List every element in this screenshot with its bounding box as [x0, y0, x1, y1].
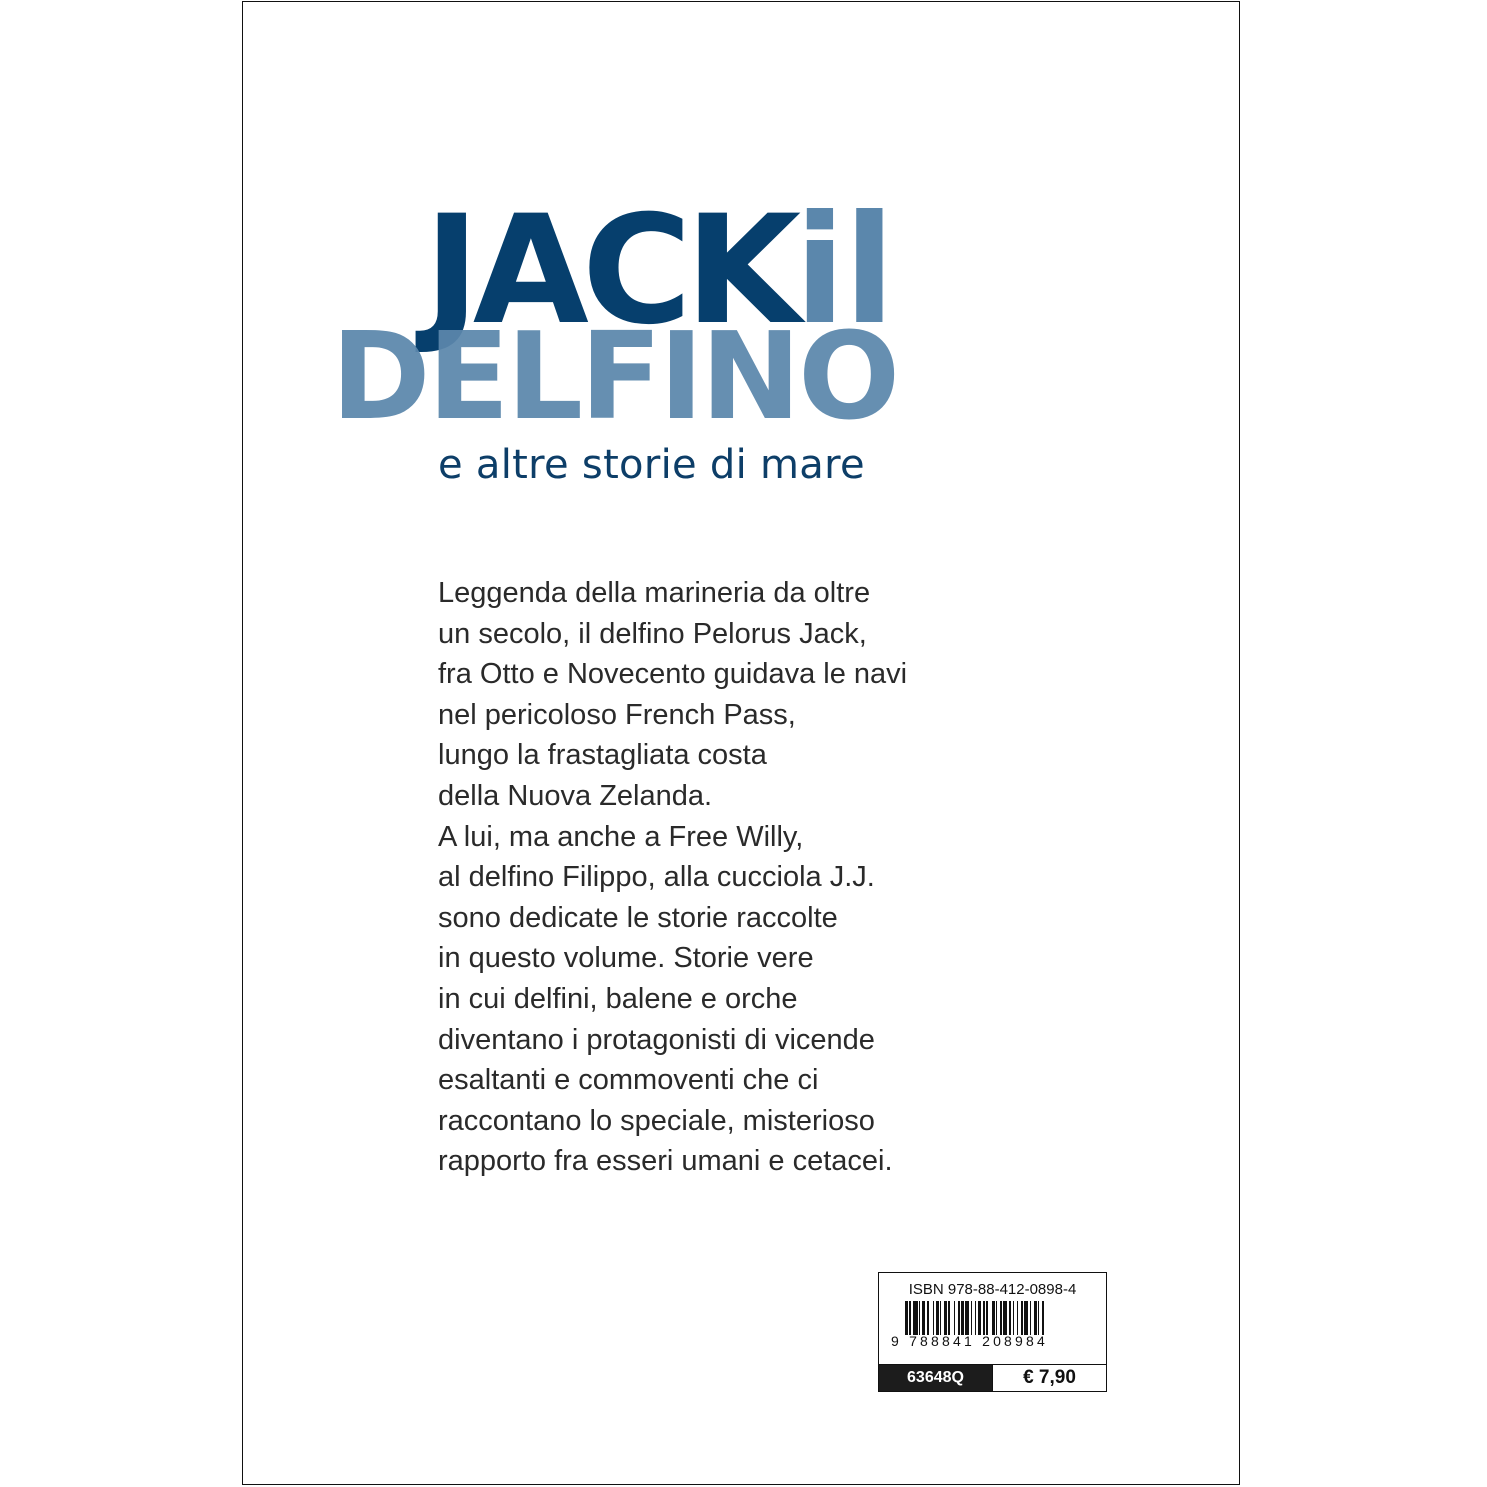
barcode-bar	[965, 1301, 969, 1335]
blurb-line: della Nuova Zelanda.	[438, 779, 713, 812]
blurb-line: fra Otto e Novecento guidava le navi	[438, 658, 908, 691]
barcode-bars	[905, 1301, 1085, 1335]
barcode-bar	[1030, 1301, 1031, 1335]
barcode-bar	[1021, 1301, 1022, 1335]
barcode-bar	[922, 1301, 925, 1335]
barcode-bar	[961, 1301, 964, 1335]
barcode-bar	[996, 1301, 997, 1335]
blurb-line: al delfino Filippo, alla cucciola J.J.	[438, 861, 875, 894]
blurb-text	[438, 573, 907, 1182]
title-il: il	[794, 184, 894, 358]
barcode-bar	[913, 1301, 917, 1335]
barcode-bar	[927, 1301, 928, 1335]
barcode-bar	[971, 1301, 972, 1335]
barcode-bar	[1038, 1301, 1039, 1335]
barcode-bar	[933, 1301, 934, 1335]
price: € 7,90	[992, 1365, 1106, 1391]
barcode-bar	[944, 1301, 947, 1335]
blurb-line: Leggenda della marineria da oltre	[438, 577, 871, 609]
barcode-bar	[1013, 1301, 1014, 1335]
blurb-line: diventano i protagonisti di vicende	[438, 1023, 875, 1056]
blurb-line: rapporto fra esseri umani e cetacei.	[438, 1145, 893, 1178]
barcode-bar	[1003, 1301, 1007, 1335]
barcode-bar	[919, 1301, 920, 1335]
barcode-bar	[1000, 1301, 1001, 1335]
barcode-bar	[1024, 1301, 1028, 1335]
barcode-bar	[1042, 1301, 1043, 1335]
book-subtitle: e altre storie di mare	[438, 442, 865, 488]
barcode-bar	[978, 1301, 981, 1335]
blurb-line: un secolo, il delfino Pelorus Jack,	[438, 617, 867, 650]
blurb-line: sono dedicate le storie raccolte	[438, 901, 838, 934]
barcode-bar	[940, 1301, 941, 1335]
product-code: 63648Q	[879, 1365, 992, 1391]
barcode-box	[878, 1272, 1107, 1392]
barcode-bar	[948, 1301, 949, 1335]
blurb-line: A lui, ma anche a Free Willy,	[438, 820, 804, 853]
barcode-bar	[1017, 1301, 1018, 1335]
blurb-line: in questo volume. Storie vere	[438, 942, 814, 975]
barcode-bar	[975, 1301, 976, 1335]
title-jack: JACK	[424, 184, 795, 358]
blurb-line: raccontano lo speciale, misterioso	[438, 1104, 875, 1137]
blurb-line: esaltanti e commoventi che ci	[438, 1064, 819, 1097]
barcode-bar	[1009, 1301, 1012, 1335]
blurb-line: lungo la frastagliata costa	[438, 739, 767, 772]
isbn-label: ISBN 978-88-412-0898-4	[908, 1281, 1077, 1298]
book-title-line-2: DELFINO	[331, 308, 898, 447]
barcode-bar	[992, 1301, 995, 1335]
barcode-bar	[936, 1301, 939, 1335]
barcode-bar	[954, 1301, 955, 1335]
blurb-line: nel pericoloso French Pass,	[438, 698, 796, 731]
barcode-bar	[1034, 1301, 1037, 1335]
barcode-bar	[983, 1301, 984, 1335]
barcode-bar	[909, 1301, 910, 1335]
barcode-bar	[958, 1301, 959, 1335]
blurb-line: in cui delfini, balene e orche	[438, 982, 798, 1015]
barcode-digits: 9 788841 208984	[891, 1333, 1048, 1349]
barcode-bar	[905, 1301, 908, 1335]
barcode-bar	[986, 1301, 987, 1335]
